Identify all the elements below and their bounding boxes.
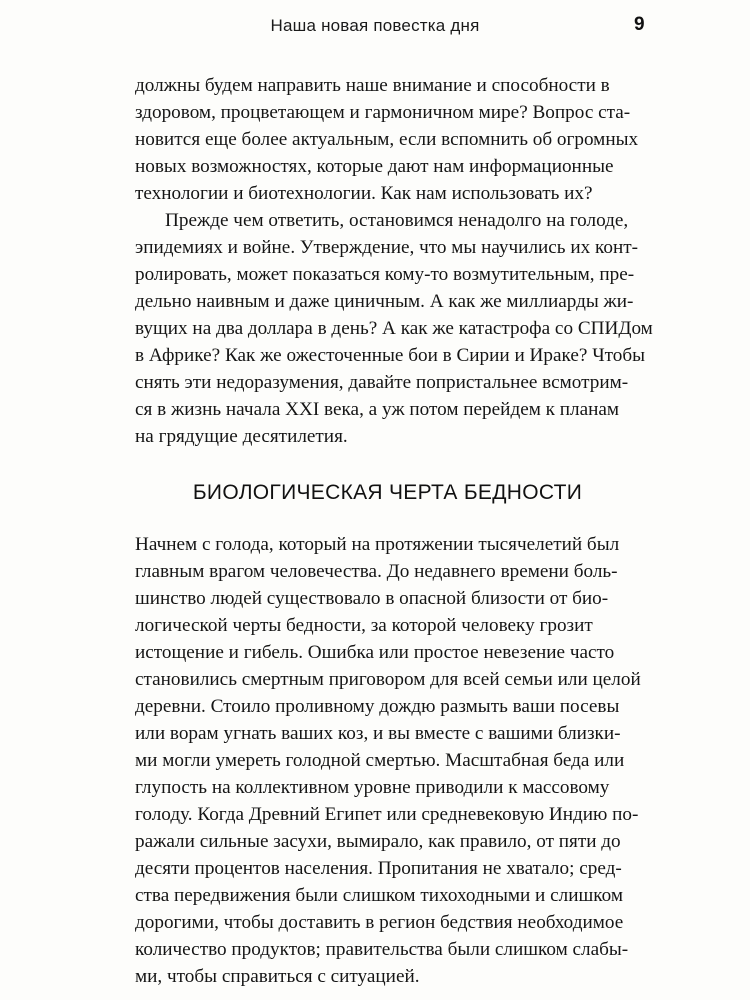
text-line: количество продуктов; правительства были слишком слабы- (135, 939, 629, 960)
section-heading: БИОЛОГИЧЕСКАЯ ЧЕРТА БЕДНОСТИ (192, 481, 583, 504)
paragraph-2 (135, 207, 653, 450)
paragraph-1 (135, 72, 640, 207)
text-line: Начнем с голода, который на протяжении тысячелетий был (135, 534, 620, 555)
text-line: десяти процентов населения. Пропитания не хватало; сред- (135, 858, 622, 879)
text-line: ся в жизнь начала XXI века, а уж потом перейдем к планам (135, 399, 620, 420)
text-line: ражали сильные засухи, вымирало, как правило, от пяти до (135, 831, 621, 852)
text-line: глупость на коллективном уровне приводили к массовому (135, 777, 610, 798)
page-number: 9 (634, 14, 645, 35)
text-line: становились смертным приговором для всей семьи или целой (135, 669, 641, 690)
running-header (0, 10, 750, 44)
text-line: ролировать, может показаться кому-то возмутительным, пре- (135, 264, 635, 285)
paragraph-3 (135, 531, 640, 990)
text-line: дорогими, чтобы доставить в регион бедствия необходимое (135, 912, 624, 933)
text-line: деревни. Стоило проливному дождю размыть ваши посевы (135, 696, 620, 717)
text-line: дельно наивным и даже циничным. А как же миллиарды жи- (135, 291, 634, 312)
running-title: Наша новая повестка дня (270, 16, 480, 35)
body-text-section (135, 531, 640, 990)
text-line: технологии и биотехнологии. Как нам использовать их? (135, 183, 593, 204)
body-text (135, 72, 653, 450)
text-line: на грядущие десятилетия. (135, 426, 348, 447)
text-line: шинство людей существовало в опасной близости от био- (135, 588, 609, 609)
text-line: в Африке? Как же ожесточенные бои в Сирии и Ираке? Чтобы (135, 345, 646, 366)
text-line: Прежде чем ответить, остановимся ненадолго на голоде, (165, 210, 629, 231)
text-line: здоровом, процветающем и гармоничном мире? Вопрос ста- (135, 102, 631, 123)
text-line: эпидемиях и войне. Утверждение, что мы научились их конт- (135, 237, 638, 258)
text-line: главным врагом человечества. До недавнего времени боль- (135, 561, 618, 582)
text-line: голоду. Когда Древний Египет или средневековую Индию по- (135, 804, 639, 825)
text-line: логической черты бедности, за которой человеку грозит (135, 615, 593, 636)
text-line: ми могли умереть голодной смертью. Масштабная беда или (135, 750, 625, 771)
text-line: снять эти недоразумения, давайте попристальнее всмотрим- (135, 372, 629, 393)
text-line: новых возможностях, которые дают нам информационные (135, 156, 614, 177)
text-line: или ворам угнать ваших коз, и вы вместе с вашими близки- (135, 723, 621, 744)
text-line: новится еще более актуальным, если вспомнить об огромных (135, 129, 639, 150)
text-line: вущих на два доллара в день? А как же катастрофа со СПИДом (135, 318, 653, 339)
text-line: истощение и гибель. Ошибка или простое невезение часто (135, 642, 615, 663)
text-line: ми, чтобы справиться с ситуацией. (135, 966, 420, 987)
text-line: должны будем направить наше внимание и способности в (135, 75, 610, 96)
text-line: ства передвижения были слишком тихоходными и слишком (135, 885, 623, 906)
